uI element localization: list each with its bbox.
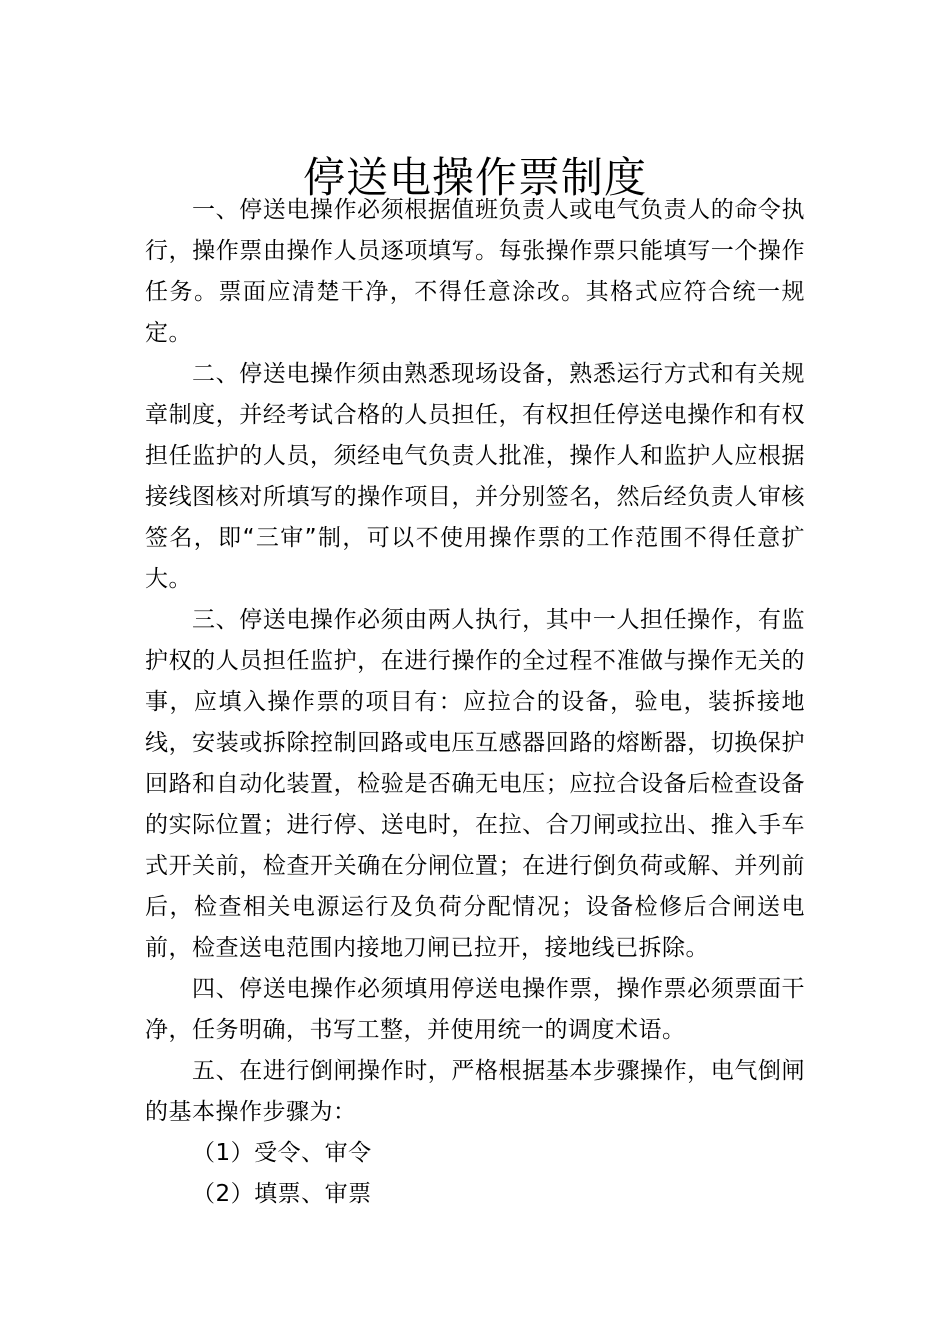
paragraph-3: 三、停送电操作必须由两人执行，其中一人担任操作，有监护权的人员担任监护，在进行操作的全过程不准做与操作无关的事，应填入操作票的项目有：应拉合的设备，验电，装拆接地线，安装或拆除控制回路或电压互感器回路的熔断器，切换保护回路和自动化装置，检验是否确无电压；应拉合设备后检查设备的实际位置；进行停、送电时，在拉、合刀闸或拉出、推入手车式开关前，检查开关确在分闸位置；在进行倒负荷或解、并列前后，检查相关电源运行及负荷分配情况；设备检修后合闸送电前，检查送电范围内接地刀闸已拉开，接地线已拆除。 [145, 607, 805, 961]
paragraph-4: 四、停送电操作必须填用停送电操作票，操作票必须票面干净，任务明确，书写工整，并使用统一的调度术语。 [145, 976, 805, 1043]
document-body [145, 190, 805, 1215]
document-title: 停送电操作票制度 [302, 153, 647, 203]
paragraph-2: 二、停送电操作须由熟悉现场设备，熟悉运行方式和有关规章制度，并经考试合格的人员担任，有权担任停送电操作和有权担任监护的人员，须经电气负责人批准，操作人和监护人应根据接线图核对所填写的操作项目，并分别签名，然后经负责人审核签名，即“三审”制，可以不使用操作票的工作范围不得任意扩大。 [145, 361, 805, 592]
step-2: （2）填票、审票 [192, 1181, 372, 1207]
step-1: （1）受令、审令 [192, 1140, 372, 1166]
paragraph-5: 五、在进行倒闸操作时，严格根据基本步骤操作，电气倒闸的基本操作步骤为： [145, 1058, 805, 1125]
paragraph-1: 一、停送电操作必须根据值班负责人或电气负责人的命令执行，操作票由操作人员逐项填写。每张操作票只能填写一个操作任务。票面应清楚干净，不得任意涂改。其格式应符合统一规定。 [145, 197, 805, 346]
